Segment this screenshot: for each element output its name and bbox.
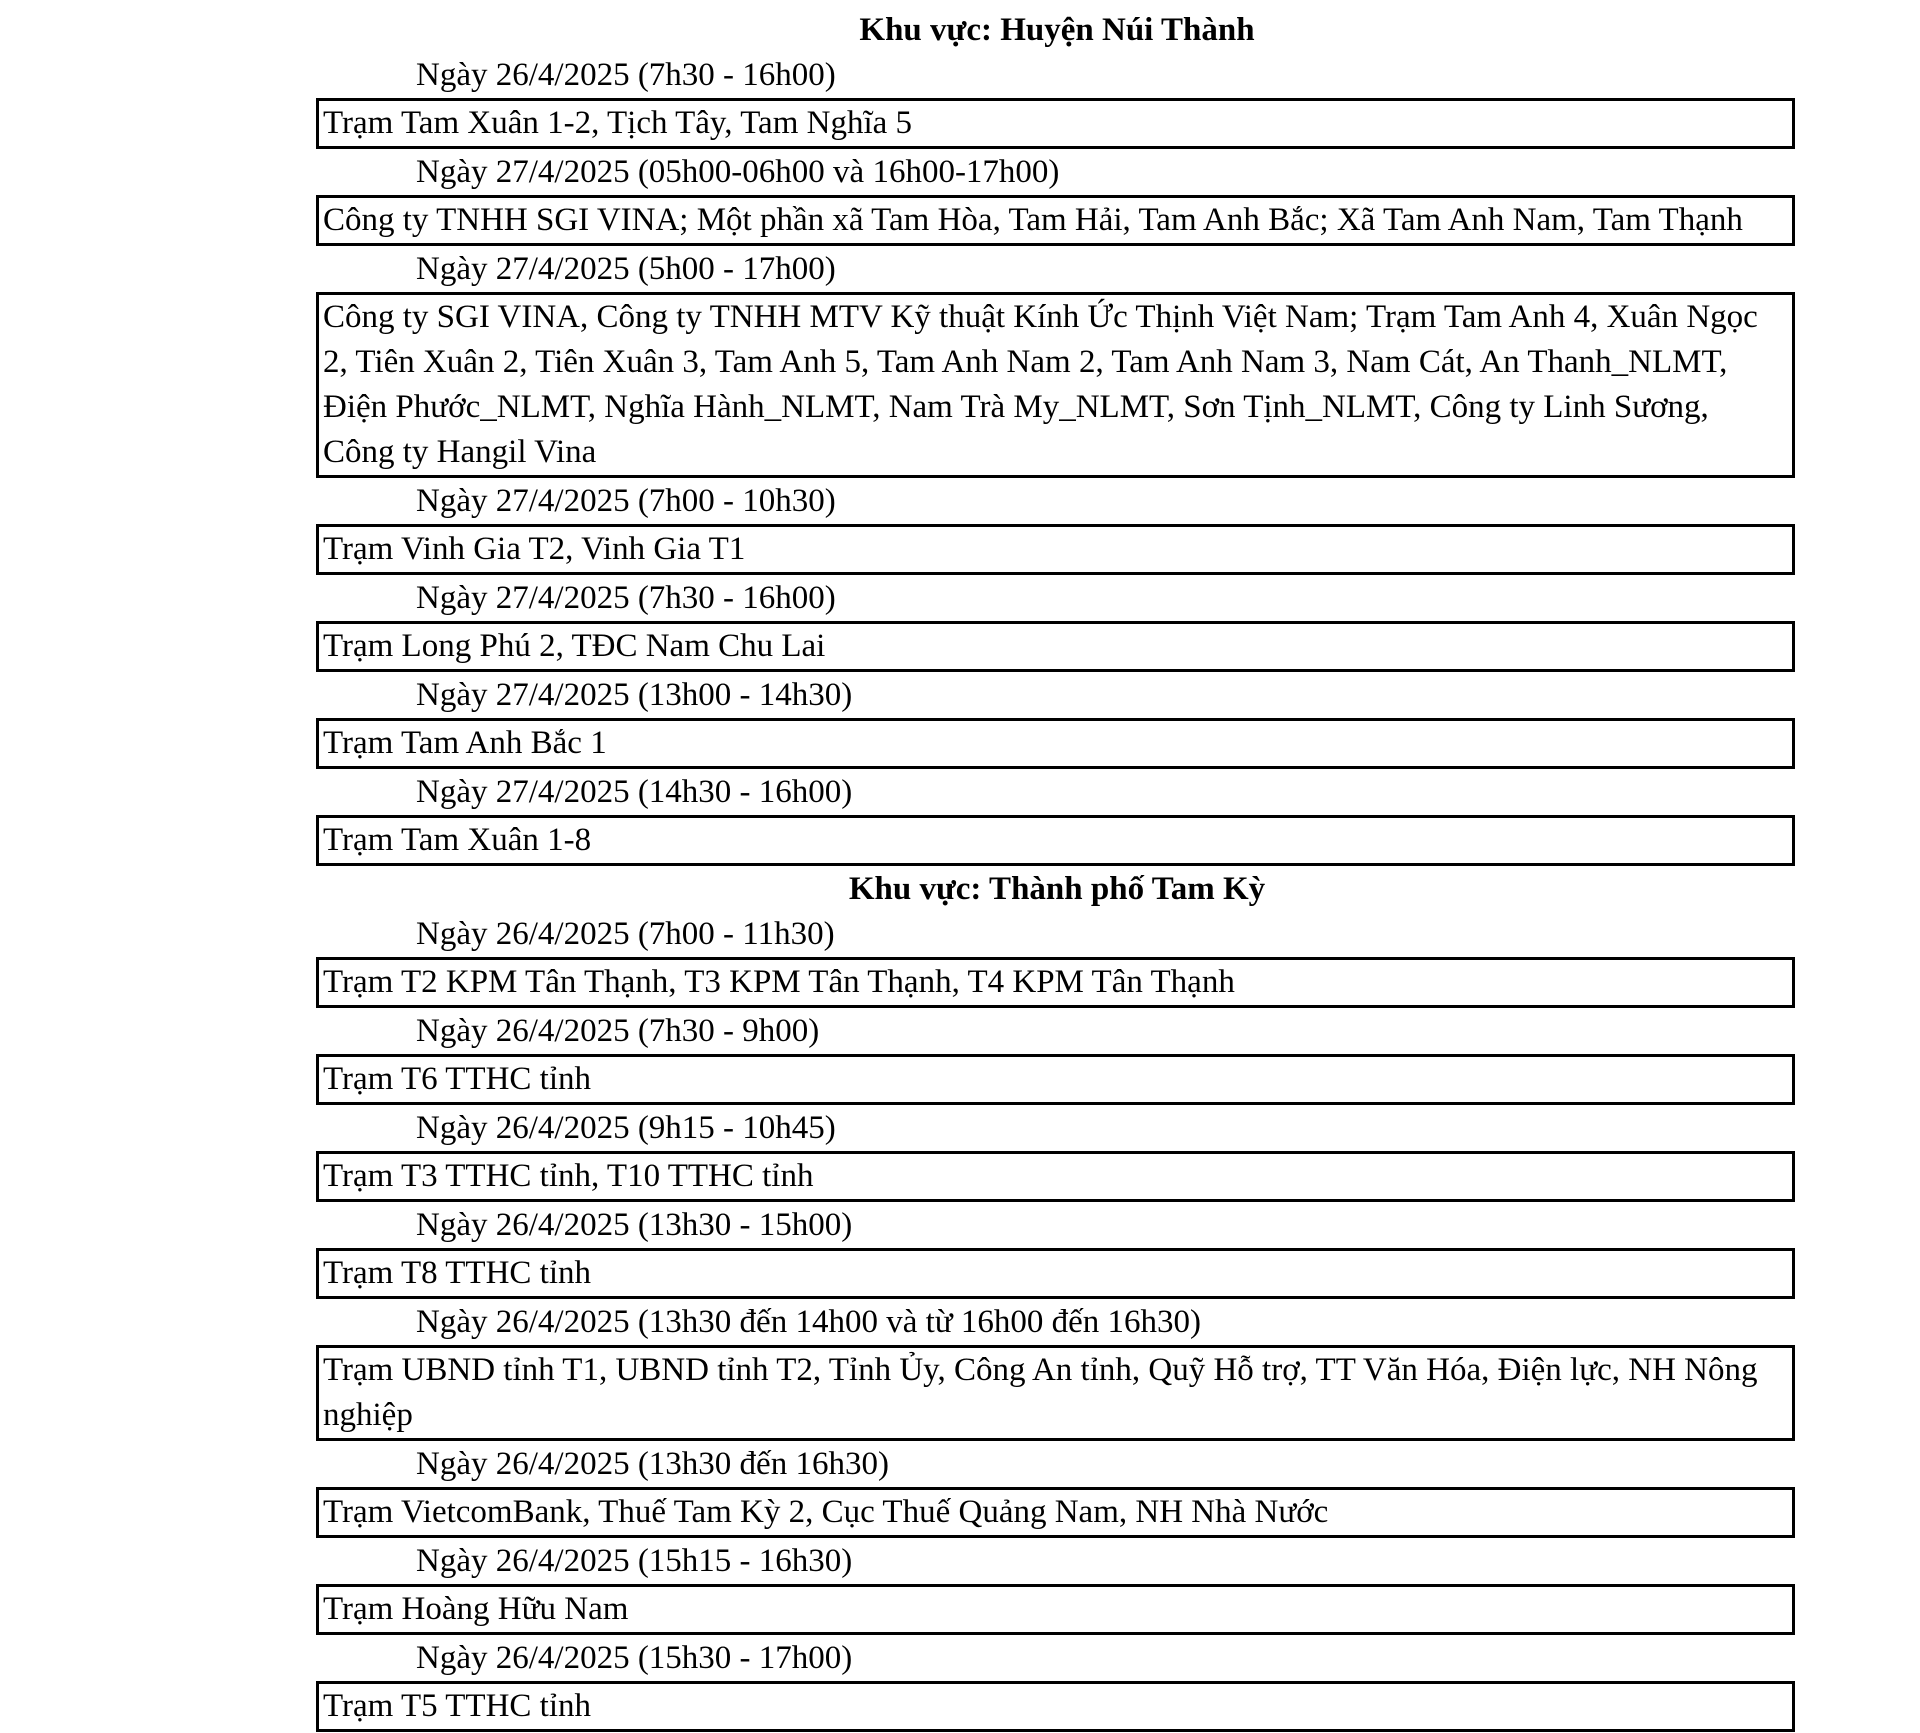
affected-stations-box: Trạm T2 KPM Tân Thạnh, T3 KPM Tân Thạnh, T4 KPM Tân Thạnh bbox=[316, 957, 1795, 1008]
affected-stations-box: Trạm Tam Xuân 1-2, Tịch Tây, Tam Nghĩa 5 bbox=[316, 98, 1795, 149]
schedule-entry bbox=[316, 150, 1795, 246]
affected-stations-box: Công ty TNHH SGI VINA; Một phần xã Tam Hòa, Tam Hải, Tam Anh Bắc; Xã Tam Anh Nam, Tam Thạnh bbox=[316, 195, 1795, 246]
schedule-entry bbox=[316, 576, 1795, 672]
affected-stations-box: Trạm T5 TTHC tỉnh bbox=[316, 1681, 1795, 1732]
affected-stations-box: Trạm Vinh Gia T2, Vinh Gia T1 bbox=[316, 524, 1795, 575]
date-time-line: Ngày 27/4/2025 (05h00-06h00 và 16h00-17h00) bbox=[416, 154, 1060, 190]
schedule-entry bbox=[316, 479, 1795, 575]
affected-stations-box: Trạm T3 TTHC tỉnh, T10 TTHC tỉnh bbox=[316, 1151, 1795, 1202]
affected-stations-box: Trạm VietcomBank, Thuế Tam Kỳ 2, Cục Thuế Quảng Nam, NH Nhà Nước bbox=[316, 1487, 1795, 1538]
schedule-entry bbox=[316, 53, 1795, 149]
date-time-line: Ngày 26/4/2025 (7h30 - 16h00) bbox=[416, 57, 836, 93]
date-time-line: Ngày 26/4/2025 (9h15 - 10h45) bbox=[416, 1110, 836, 1146]
date-time-line: Ngày 26/4/2025 (13h30 - 15h00) bbox=[416, 1207, 853, 1243]
schedule-entry bbox=[316, 1539, 1795, 1635]
affected-stations-box: Trạm T6 TTHC tỉnh bbox=[316, 1054, 1795, 1105]
schedule-entry bbox=[316, 1106, 1795, 1202]
schedule-entry bbox=[316, 1203, 1795, 1299]
region-title: Khu vực: Thành phố Tam Kỳ bbox=[848, 871, 1266, 907]
date-time-line: Ngày 26/4/2025 (7h30 - 9h00) bbox=[416, 1013, 820, 1049]
affected-stations-box: Trạm Long Phú 2, TĐC Nam Chu Lai bbox=[316, 621, 1795, 672]
date-time-line: Ngày 27/4/2025 (14h30 - 16h00) bbox=[416, 774, 853, 810]
schedule-entry bbox=[316, 1009, 1795, 1105]
affected-stations-box: Công ty SGI VINA, Công ty TNHH MTV Kỹ thuật Kính Ức Thịnh Việt Nam; Trạm Tam Anh 4, Xuân Ngọc 2, Tiên Xuân 2, Tiên Xuân 3, Tam Anh 5, Tam Anh Nam 2, Tam Anh Nam 3, Nam Cát, An Thanh_NLMT, Điện Phước_NLMT, Nghĩa Hành_NLMT, Nam Trà My_NLMT, Sơn Tịnh_NLMT, Công ty Linh Sương, Công ty Hangil Vina bbox=[316, 292, 1795, 478]
affected-stations-box: Trạm Hoàng Hữu Nam bbox=[316, 1584, 1795, 1635]
date-time-line: Ngày 26/4/2025 (7h00 - 11h30) bbox=[416, 916, 835, 952]
schedule-entry bbox=[316, 247, 1795, 478]
date-time-line: Ngày 27/4/2025 (13h00 - 14h30) bbox=[416, 677, 853, 713]
schedule-entry bbox=[316, 912, 1795, 1008]
affected-stations-box: Trạm Tam Xuân 1-8 bbox=[316, 815, 1795, 866]
schedule-entry bbox=[316, 1300, 1795, 1441]
affected-stations-box: Trạm T8 TTHC tỉnh bbox=[316, 1248, 1795, 1299]
outage-schedule-document bbox=[316, 8, 1795, 1733]
schedule-entry bbox=[316, 770, 1795, 866]
region-section bbox=[316, 867, 1795, 1732]
date-time-line: Ngày 26/4/2025 (15h30 - 17h00) bbox=[416, 1640, 853, 1676]
date-time-line: Ngày 26/4/2025 (15h15 - 16h30) bbox=[416, 1543, 853, 1579]
schedule-entry bbox=[316, 673, 1795, 769]
region-title: Khu vực: Huyện Núi Thành bbox=[859, 12, 1255, 48]
schedule-entry bbox=[316, 1636, 1795, 1732]
date-time-line: Ngày 27/4/2025 (5h00 - 17h00) bbox=[416, 251, 836, 287]
date-time-line: Ngày 26/4/2025 (13h30 đến 16h30) bbox=[416, 1446, 889, 1482]
schedule-entry bbox=[316, 1442, 1795, 1538]
region-section bbox=[316, 8, 1795, 866]
date-time-line: Ngày 27/4/2025 (7h30 - 16h00) bbox=[416, 580, 836, 616]
date-time-line: Ngày 26/4/2025 (13h30 đến 14h00 và từ 16h00 đến 16h30) bbox=[416, 1304, 1202, 1340]
date-time-line: Ngày 27/4/2025 (7h00 - 10h30) bbox=[416, 483, 836, 519]
affected-stations-box: Trạm Tam Anh Bắc 1 bbox=[316, 718, 1795, 769]
affected-stations-box: Trạm UBND tỉnh T1, UBND tỉnh T2, Tỉnh Ủy, Công An tỉnh, Quỹ Hỗ trợ, TT Văn Hóa, Điện lực, NH Nông nghiệp bbox=[316, 1345, 1795, 1441]
